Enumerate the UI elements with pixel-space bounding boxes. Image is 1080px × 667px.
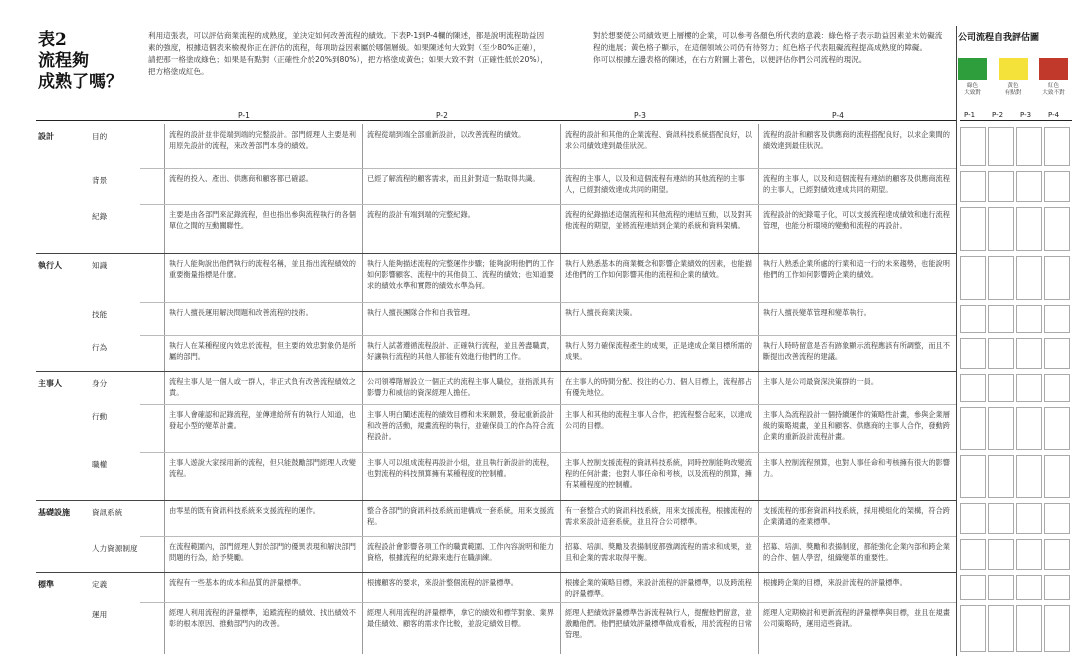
row-category: 標準 bbox=[38, 580, 54, 589]
table-cell: 流程主事人是一個人或一群人，非正式負有改善流程績效之責。 bbox=[164, 371, 362, 404]
row-category bbox=[36, 536, 88, 572]
row-category: 基礎設施 bbox=[38, 508, 70, 517]
self-eval-cell[interactable] bbox=[1016, 539, 1042, 570]
self-eval-cell[interactable] bbox=[988, 171, 1014, 202]
table-row bbox=[36, 452, 956, 500]
self-eval-cell[interactable] bbox=[1044, 575, 1070, 600]
self-eval-cell[interactable] bbox=[1044, 256, 1070, 300]
self-eval-cell[interactable] bbox=[960, 539, 986, 570]
self-eval-cell[interactable] bbox=[1016, 256, 1042, 300]
self-eval-cell[interactable] bbox=[988, 503, 1014, 534]
table-cell: 主事人遊說大家採用新的流程，但只能鼓勵部門經理人改變流程。 bbox=[164, 452, 362, 500]
table-cell: 執行人時時留意是否有跡象顯示流程應該有所調整，而且不斷提出改善流程的建議。 bbox=[758, 335, 956, 371]
self-eval-cell[interactable] bbox=[1016, 338, 1042, 369]
row-subcategory: 紀錄 bbox=[92, 212, 108, 221]
self-eval-cell[interactable] bbox=[960, 171, 986, 202]
green-swatch bbox=[958, 58, 987, 80]
legend-yellow bbox=[999, 58, 1028, 97]
self-eval-cell[interactable] bbox=[1016, 605, 1042, 652]
table-cell: 經理人利用流程的評量標準，拿它的績效和標竿對象、業界最佳績效、顧客的需求作比較，並設定績效目標。 bbox=[362, 602, 560, 654]
legend bbox=[958, 58, 1068, 97]
self-eval-cell[interactable] bbox=[1044, 305, 1070, 333]
title-line: 流程夠 bbox=[38, 51, 89, 71]
row-category: 執行人 bbox=[38, 261, 62, 270]
self-eval-cell[interactable] bbox=[1044, 171, 1070, 202]
table-cell: 主事人會確認和記錄流程，並傳達給所有的執行人知道，也發起小型的變革計畫。 bbox=[164, 404, 362, 452]
table-cell: 在主事人的時間分配、投注的心力、個人目標上，流程都占有優先地位。 bbox=[560, 371, 758, 404]
table-row bbox=[36, 404, 956, 452]
table-cell: 流程從端到端全部重新設計，以改善流程的績效。 bbox=[362, 124, 560, 168]
self-eval-cell[interactable] bbox=[960, 338, 986, 369]
table-row bbox=[36, 572, 956, 602]
row-category bbox=[36, 452, 88, 500]
legend-green bbox=[958, 58, 987, 97]
intro-right: 對於想要使公司績效更上層樓的企業，可以參考各顏色所代表的意義：綠色格子表示助益因素並未妨礙流程的進展；黃色格子顯示，在這個領域公司仍有待努力；紅色格子代表阻礙流程提高成熟度的障礙。 你可以根據左邊表格的陳述，在右方附圖上著色，以便評估你們公司流程的現況。 bbox=[593, 31, 943, 64]
table-cell: 主要是由各部門來記錄流程，但也指出參與流程執行的各個單位之間的互動關聯性。 bbox=[164, 204, 362, 253]
row-divider bbox=[36, 253, 956, 254]
self-eval-cell[interactable] bbox=[960, 605, 986, 652]
legend-label: 黃色 有點對 bbox=[1004, 83, 1022, 96]
table-cell: 流程的投入、產出、供應商和顧客都已確認。 bbox=[164, 168, 362, 204]
self-eval-cell[interactable] bbox=[1044, 338, 1070, 369]
row-subcategory: 職權 bbox=[92, 460, 108, 469]
self-eval-cell[interactable] bbox=[1016, 575, 1042, 600]
eval-col-header: P-4 bbox=[1048, 111, 1060, 119]
table-cell: 流程的主事人，以及和這個流程有連結的顧客及供應商流程的主事人，已經對績效達成共同的期望。 bbox=[758, 168, 956, 204]
row-category bbox=[36, 302, 88, 335]
self-eval-cell[interactable] bbox=[1044, 207, 1070, 251]
table-cell: 經理人利用流程的評量標準，追蹤流程的績效、找出績效不彰的根本原因、推動部門內的改善。 bbox=[164, 602, 362, 654]
eval-header-rule bbox=[960, 120, 1072, 121]
self-eval-cell[interactable] bbox=[1016, 171, 1042, 202]
eval-col-header: P-2 bbox=[992, 111, 1004, 119]
row-divider bbox=[36, 500, 956, 501]
row-divider bbox=[140, 602, 956, 603]
table-row bbox=[36, 536, 956, 572]
table-cell: 支援流程的那套資訊科技系統，採用模組化的架構，符合跨企業溝通的產業標準。 bbox=[758, 500, 956, 536]
table-cell: 主事人控制流程預算，也對人事任命和考核擁有很大的影響力。 bbox=[758, 452, 956, 500]
table-cell: 執行人擅長運用解決問題和改善流程的技術。 bbox=[164, 302, 362, 335]
self-eval-cell[interactable] bbox=[1044, 374, 1070, 402]
page-title bbox=[38, 30, 128, 93]
self-eval-cell[interactable] bbox=[960, 455, 986, 498]
self-eval-row bbox=[960, 605, 1072, 652]
table-cell: 經理人定期檢討和更新流程的評量標準與目標，並且在規畫公司策略時，運用這些資訊。 bbox=[758, 602, 956, 654]
row-category bbox=[36, 204, 88, 253]
row-subcategory: 運用 bbox=[92, 610, 108, 619]
self-eval-cell[interactable] bbox=[1016, 207, 1042, 251]
red-swatch bbox=[1039, 58, 1068, 80]
table-cell: 流程的設計並非從端到端的完整設計。部門經理人主要是利用原先設計的流程，來改善部門本身的績效。 bbox=[164, 124, 362, 168]
table-cell: 執行人試著遵循流程設計、正確執行流程，並且善盡職責，好讓執行流程的其他人都能有效進行他們的工作。 bbox=[362, 335, 560, 371]
row-divider bbox=[140, 168, 956, 169]
table-row bbox=[36, 253, 956, 302]
table-cell: 流程的設計和顧客及供應商的流程搭配良好，以求企業間的績效達到最佳狀況。 bbox=[758, 124, 956, 168]
phase-header: P-3 bbox=[634, 111, 646, 120]
table-cell: 公司領導階層設立一個正式的流程主事人職位，並指派具有影響力和威信的資深經理人擔任。 bbox=[362, 371, 560, 404]
self-eval-cell[interactable] bbox=[960, 575, 986, 600]
table-cell: 有一套整合式的資訊科技系統，用來支援流程，根據流程的需求來設計這套系統，並且符合公司標準。 bbox=[560, 500, 758, 536]
row-subcategory: 身分 bbox=[92, 379, 108, 388]
row-subcategory: 知識 bbox=[92, 261, 108, 270]
row-divider bbox=[140, 452, 956, 453]
row-category bbox=[36, 602, 88, 654]
phase-header: P-2 bbox=[436, 111, 448, 120]
self-eval-cell[interactable] bbox=[960, 305, 986, 333]
self-eval-title: 公司流程自我評估圖 bbox=[958, 33, 1040, 43]
table-cell: 根據跨企業的目標，來設計流程的評量標準。 bbox=[758, 572, 956, 602]
self-eval-cell[interactable] bbox=[988, 407, 1014, 450]
row-subcategory: 定義 bbox=[92, 580, 108, 589]
self-eval-cell[interactable] bbox=[988, 338, 1014, 369]
table-cell: 主事人為流程設計一個持續運作的策略性計畫，參與企業層級的策略規畫，並且和顧客、供應商的主事人合作，發動跨企業的重新設計流程計畫。 bbox=[758, 404, 956, 452]
row-subcategory: 背景 bbox=[92, 176, 108, 185]
table-row bbox=[36, 602, 956, 654]
table-cell: 執行人擅長團隊合作和自我管理。 bbox=[362, 302, 560, 335]
self-eval-row bbox=[960, 407, 1072, 450]
row-category bbox=[36, 404, 88, 452]
row-subcategory: 技能 bbox=[92, 310, 108, 319]
self-eval-cell[interactable] bbox=[1044, 539, 1070, 570]
table-cell: 根據企業的策略目標，來設計流程的評量標準，以及跨流程的評量標準。 bbox=[560, 572, 758, 602]
self-eval-row bbox=[960, 305, 1072, 333]
row-divider bbox=[140, 335, 956, 336]
table-cell: 流程的主事人，以及和這個流程有連結的其他流程的主事人，已經對績效達成共同的期望。 bbox=[560, 168, 758, 204]
self-eval-cell[interactable] bbox=[988, 455, 1014, 498]
row-divider bbox=[36, 371, 956, 372]
self-eval-cell[interactable] bbox=[1016, 455, 1042, 498]
self-eval-row bbox=[960, 575, 1072, 600]
table-row bbox=[36, 168, 956, 204]
self-eval-row bbox=[960, 338, 1072, 369]
self-eval-cell[interactable] bbox=[1044, 407, 1070, 450]
table-cell: 流程有一些基本的成本和品質的評量標準。 bbox=[164, 572, 362, 602]
table-row bbox=[36, 500, 956, 536]
self-eval-cell[interactable] bbox=[988, 127, 1014, 166]
self-eval-cell[interactable] bbox=[1044, 605, 1070, 652]
phase-header: P-1 bbox=[238, 111, 250, 120]
self-eval-cell[interactable] bbox=[960, 407, 986, 450]
table-cell: 整合各部門的資訊科技系統而建構成一套系統，用來支援流程。 bbox=[362, 500, 560, 536]
table-cell: 招募、培訓、獎勵和表揚制度，都能強化企業內部和跨企業的合作、個人學習，組織變革的重要性。 bbox=[758, 536, 956, 572]
self-eval-cell[interactable] bbox=[960, 374, 986, 402]
table-cell: 流程設計會影響各項工作的職責範圍、工作內容說明和能力資格，根據流程的紀錄來進行在職訓練。 bbox=[362, 536, 560, 572]
row-category: 主事人 bbox=[38, 379, 62, 388]
self-eval-row bbox=[960, 127, 1072, 166]
table-cell: 執行人能夠說出他們執行的流程名稱，並且指出流程績效的重要衡量指標是什麼。 bbox=[164, 253, 362, 302]
self-eval-cell[interactable] bbox=[1044, 455, 1070, 498]
self-eval-cell[interactable] bbox=[960, 127, 986, 166]
table-cell: 流程設計的紀錄電子化，可以支援流程達成績效和進行流程管理，也能分析環境的變動和流程的再設計。 bbox=[758, 204, 956, 253]
self-eval-cell[interactable] bbox=[1016, 407, 1042, 450]
self-eval-cell[interactable] bbox=[988, 305, 1014, 333]
self-eval-cell[interactable] bbox=[988, 575, 1014, 600]
eval-col-header: P-1 bbox=[964, 111, 976, 119]
table-cell: 執行人熟悉基本的商業概念和影響企業績效的因素，也能描述他們的工作如何影響其他的流程和企業的績效。 bbox=[560, 253, 758, 302]
self-eval-cell[interactable] bbox=[988, 539, 1014, 570]
self-eval-cell[interactable] bbox=[960, 207, 986, 251]
table-cell: 流程的設計有端到端的完整紀錄。 bbox=[362, 204, 560, 253]
phase-header: P-4 bbox=[832, 111, 844, 120]
legend-label: 紅色 大致不對 bbox=[1042, 83, 1065, 96]
table-cell: 執行人擅長變革管理和變革執行。 bbox=[758, 302, 956, 335]
table-cell: 主事人和其他的流程主事人合作，把流程整合起來，以達成公司的目標。 bbox=[560, 404, 758, 452]
table-row bbox=[36, 302, 956, 335]
row-divider bbox=[140, 204, 956, 205]
row-subcategory: 行為 bbox=[92, 343, 108, 352]
row-divider bbox=[140, 302, 956, 303]
yellow-swatch bbox=[999, 58, 1028, 80]
row-divider bbox=[140, 536, 956, 537]
self-eval-cell[interactable] bbox=[960, 256, 986, 300]
table-cell: 在流程範圍內，部門經理人對於部門的優異表現和解決部門問題的行為，給予獎勵。 bbox=[164, 536, 362, 572]
self-eval-row bbox=[960, 455, 1072, 498]
self-eval-cell[interactable] bbox=[988, 207, 1014, 251]
table-row bbox=[36, 335, 956, 371]
table-cell: 主事人可以組成流程再設計小組，並且執行新設計的流程，也對流程的科技預算擁有某種程度的控制權。 bbox=[362, 452, 560, 500]
self-eval-row bbox=[960, 503, 1072, 534]
row-divider bbox=[36, 572, 956, 573]
self-eval-cell[interactable] bbox=[1016, 305, 1042, 333]
self-eval-cell[interactable] bbox=[1016, 503, 1042, 534]
table-cell: 主事人控制支援流程的資訊科技系統，同時控制能夠改變流程的任何計畫；也對人事任命和考核，以及流程的預算，擁有某種程度的控制權。 bbox=[560, 452, 758, 500]
table-cell: 執行人擅長商業決策。 bbox=[560, 302, 758, 335]
self-eval-row bbox=[960, 374, 1072, 402]
table-cell: 執行人在某種程度內效忠於流程，但主要的效忠對象仍是所屬的部門。 bbox=[164, 335, 362, 371]
self-eval-cell[interactable] bbox=[1044, 503, 1070, 534]
self-eval-row bbox=[960, 256, 1072, 300]
legend-red bbox=[1039, 58, 1068, 97]
row-subcategory: 資訊系統 bbox=[92, 508, 123, 517]
self-eval-cell[interactable] bbox=[1016, 374, 1042, 402]
self-eval-cell[interactable] bbox=[988, 374, 1014, 402]
title-line: 成熟了嗎？ bbox=[38, 72, 123, 92]
self-eval-cell[interactable] bbox=[988, 605, 1014, 652]
self-eval-cell[interactable] bbox=[960, 503, 986, 534]
row-divider bbox=[140, 404, 956, 405]
self-eval-cell[interactable] bbox=[988, 256, 1014, 300]
title-line: 表2 bbox=[38, 30, 67, 50]
row-subcategory: 目的 bbox=[92, 132, 108, 141]
intro-left: 利用這張表，可以評估商業流程的成熟度，並決定如何改善流程的績效。下表P-1到P-4欄的陳述，都是說明流程助益因素的強度，根據這個表來檢視你正在評估的流程，每項助益因素屬於哪個層級。如果陳述句大致對（至少80%正確），請把那一格塗成綠色；如果是有點對（正確性介於20%到80%），把方格塗成黃色；如果大致不對（正確性低於20%），把方格塗成紅色。 bbox=[148, 31, 548, 76]
table-cell: 經理人把績效評量標準告訴流程執行人，提醒他們留意，並激勵他們。他們把績效評量標準做成看板，用於流程的日常管理。 bbox=[560, 602, 758, 654]
table-row bbox=[36, 204, 956, 253]
table-cell: 招募、培訓、獎勵及表揚制度都強調流程的需求和成果，並且和企業的需求取得平衡。 bbox=[560, 536, 758, 572]
table-row bbox=[36, 371, 956, 404]
row-category bbox=[36, 168, 88, 204]
table-cell: 由零星的既有資訊科技系統來支援流程的運作。 bbox=[164, 500, 362, 536]
row-subcategory: 行動 bbox=[92, 412, 108, 421]
eval-col-header: P-3 bbox=[1020, 111, 1032, 119]
legend-label: 綠色 大致對 bbox=[964, 83, 981, 96]
table-cell: 執行人能夠描述流程的完整運作步驟；能夠說明他們的工作如何影響顧客、流程中的其他員工、流程的績效；也知道要求的績效水準和實際的績效水準為何。 bbox=[362, 253, 560, 302]
divider bbox=[956, 26, 957, 656]
self-eval-cell[interactable] bbox=[1044, 127, 1070, 166]
table-cell: 執行人努力確保流程產生的成果，正是達成企業目標所需的成果。 bbox=[560, 335, 758, 371]
table-cell: 流程的紀錄描述這個流程和其他流程的連結互動，以及對其他流程的期望，並將流程連結到企業的系統和資料架構。 bbox=[560, 204, 758, 253]
row-category bbox=[36, 335, 88, 371]
self-eval-row bbox=[960, 207, 1072, 251]
row-category: 設計 bbox=[38, 132, 54, 141]
table-cell: 已經了解流程的顧客需求，而且針對這一點取得共識。 bbox=[362, 168, 560, 204]
table-cell: 根據顧客的要求，來設計整個流程的評量標準。 bbox=[362, 572, 560, 602]
table-cell: 主事人是公司最資深決策群的一員。 bbox=[758, 371, 956, 404]
table-row bbox=[36, 124, 956, 168]
header-rule bbox=[36, 120, 956, 121]
table-cell: 執行人熟悉企業所處的行業和這一行的未來趨勢，也能說明他們的工作如何影響跨企業的績效。 bbox=[758, 253, 956, 302]
self-eval-cell[interactable] bbox=[1016, 127, 1042, 166]
row-subcategory: 人力資源制度 bbox=[92, 544, 138, 553]
self-eval-row bbox=[960, 539, 1072, 570]
table-cell: 主事人明白闡述流程的績效目標和未來願景，發起重新設計和改善的活動，規畫流程的執行，並確保員工的作為符合流程設計。 bbox=[362, 404, 560, 452]
self-eval-row bbox=[960, 171, 1072, 202]
table-cell: 流程的設計和其他的企業流程、資訊科技系統搭配良好，以求公司績效達到最佳狀況。 bbox=[560, 124, 758, 168]
